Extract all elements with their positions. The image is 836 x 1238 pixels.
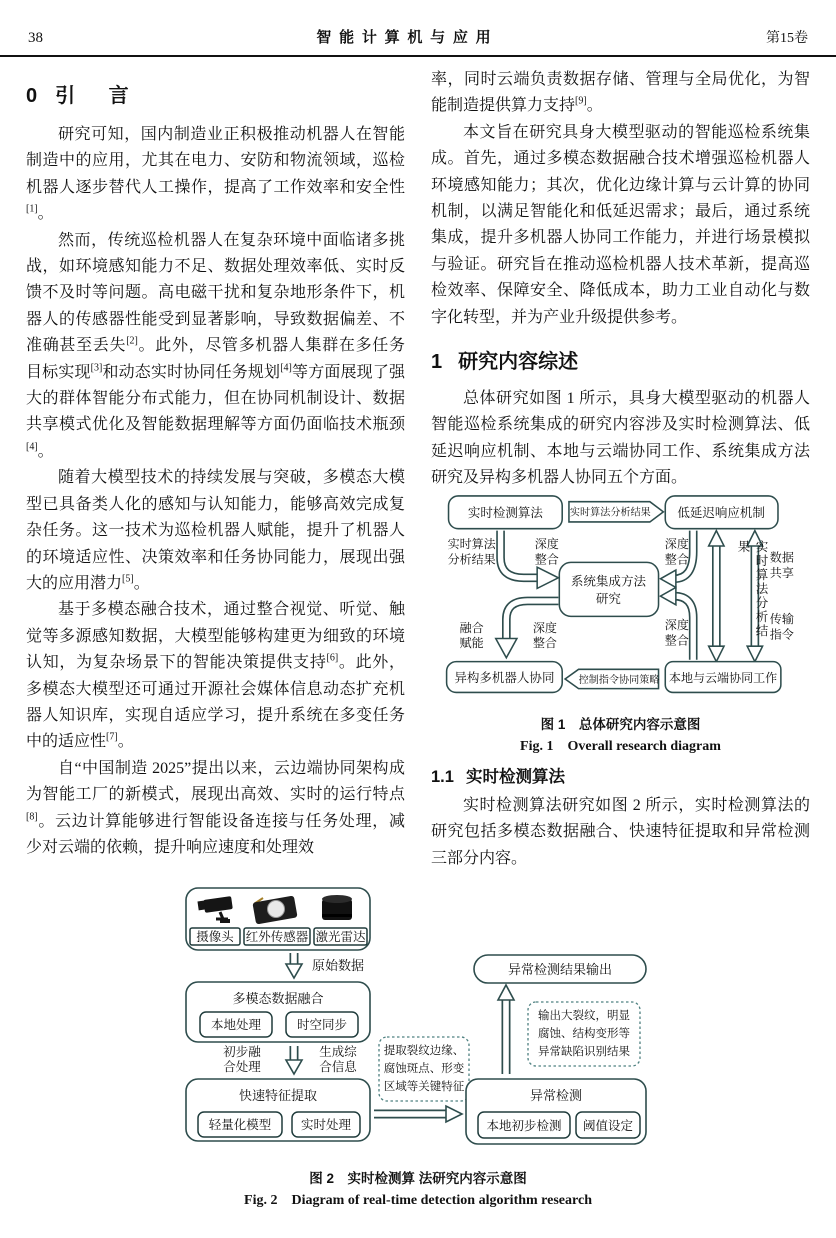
chip-infrared-label: 红外传感器 <box>245 929 309 944</box>
section-0-title: 引 言 <box>55 85 143 107</box>
arrowhead-output-icon <box>498 985 514 1000</box>
paragraph-4: 基于多模态融合技术，通过整合视觉、听觉、触觉等多源感知数据，大模型能够构建更为细致的环境认知，为复杂场景下的智能决策提供支持[6]。此外，多模态大模型还可通过开源社会媒体信息动态扩充机器人知识库，实现自适应学习，提升系统在多变任务中的适应性[7]。 <box>26 601 405 751</box>
section-1-1-heading <box>431 763 810 787</box>
lbl-data-1: 数据 <box>769 550 794 565</box>
arrowhead-fusion-icon <box>286 1060 302 1074</box>
note-extract-1: 提取裂纹边缘、 <box>383 1044 465 1057</box>
arrowhead-left2-icon <box>660 587 675 604</box>
figure-1 <box>431 494 810 709</box>
page-number: 38 <box>28 30 43 46</box>
box-low-latency-label: 低延迟响应机制 <box>677 505 765 520</box>
box-fusion-label: 多模态数据融合 <box>232 990 324 1006</box>
box-center-line1: 系统集成方法 <box>570 574 646 589</box>
two-column-body <box>0 57 836 872</box>
volume-label: 第15卷 <box>765 31 808 46</box>
lbl-deep1-2: 整合 <box>534 552 559 567</box>
paragraph-6: 本文旨在研究具身大模型驱动的智能巡检系统集成。首先，通过多模态数据融合技术增强巡检机器人环境感知能力；其次，优化边缘计算与云计算的协同机制，以满足智能化和低延迟需求；最后，通过系统集成，提升多机器人协同工作能力，并进行场景模拟与验证。研究旨在推动巡检机器人技术革新，提高巡检效率、保障安全、降低成本，助力工业自动化与数字化转型，并为产业升级提供参考。 <box>431 123 810 326</box>
box-local-cloud-label: 本地与云端协同工作 <box>668 670 778 685</box>
lbl-deep4-1: 深度 <box>664 617 689 632</box>
lbl-gen-2: 合信息 <box>319 1059 357 1074</box>
chip-threshold-label: 阈值设定 <box>582 1118 634 1133</box>
figure-1-caption-zh: 图 1 总体研究内容示意图 <box>540 716 701 732</box>
figure-2-caption-en: Fig. 2 Diagram of real-time detection algorithm research <box>244 1192 592 1208</box>
lbl-deep1-1: 深度 <box>534 536 559 551</box>
chip-light-label: 轻量化模型 <box>208 1117 272 1132</box>
lbl-deep3-2: 整合 <box>664 552 689 567</box>
page-header <box>0 0 836 57</box>
chip-localdet-label: 本地初步检测 <box>486 1118 562 1133</box>
paragraph-7: 总体研究如图 1 所示，具身大模型驱动的机器人智能巡检系统集成的研究内容涉及实时检测算法、低延迟响应机制、本地与云端协同工作、系统集成方法研究及异构多机器人协同五个方面。 <box>431 390 810 487</box>
lidar-icon <box>322 895 352 920</box>
section-1-title: 研究内容综述 <box>458 351 579 374</box>
raw-data-label: 原始数据 <box>312 957 365 973</box>
section-0-number: 0 <box>26 85 38 107</box>
box-detect-label: 异常检测 <box>529 1087 583 1103</box>
chip-local-label: 本地处理 <box>210 1017 262 1032</box>
paragraph-3: 随着大模型技术的持续发展与突破，多模态大模型已具备类人化的感知与认知能力，能够高效完成复杂任务。这一技术为巡检机器人赋能，提升了机器人的环境适应性、决策效率和任务协同能力，展现出强大的应用潜力[5]。 <box>26 469 405 592</box>
lbl-data-2: 共享 <box>769 565 794 580</box>
box-heterogeneous-label: 异构多机器人协同 <box>454 670 555 685</box>
figure-1-caption-en: Fig. 1 Overall research diagram <box>520 738 721 754</box>
journal-title: 智 能 计 算 机 与 应 用 <box>316 30 493 46</box>
lbl-fusion-1: 融合 <box>459 620 484 635</box>
lbl-deep2-2: 整合 <box>532 635 557 650</box>
chip-camera-label: 摄像头 <box>196 929 234 944</box>
lbl-deep3-1: 深度 <box>664 536 689 551</box>
lbl-deep2-1: 深度 <box>532 620 557 635</box>
note-output-3: 异常缺陷识别结果 <box>538 1045 630 1058</box>
box-feature-label: 快速特征提取 <box>238 1087 318 1103</box>
paragraph-5a: 自“中国制造 2025”提出以来，云边端协同架构成为智能工厂的新模式，展现出高效、实时的运行特点[8]。云边计算能够进行智能设备连接与任务处理，减少对云端的依赖，提升响应速度和处理效 <box>26 759 405 856</box>
arrowhead-left-icon <box>660 570 675 587</box>
control-label-text: 控制指令协同策略 <box>578 674 660 686</box>
arrowhead-raw-icon <box>286 964 302 978</box>
arrowhead-down-icon <box>496 638 517 657</box>
lbl-prefuse-2: 合处理 <box>223 1059 261 1074</box>
box-output-label: 异常检测结果输出 <box>507 961 613 977</box>
paragraph-1: 研究可知，国内制造业正积极推动机器人在智能制造中的应用，尤其在电力、安防和物流领域，巡检机器人逐步替代人工操作，提高了工作效率和安全性[1]。 <box>26 126 405 223</box>
lbl-prefuse-1: 初步融 <box>223 1044 261 1059</box>
note-output-1: 输出大裂纹，明显 <box>538 1009 630 1022</box>
section-1-number: 1 <box>431 351 443 374</box>
lbl-deep4-2: 整合 <box>664 632 689 647</box>
chip-lidar-label: 激光雷达 <box>315 929 366 944</box>
paragraph-5b: 率，同时云端负责数据存储、管理与全局优化，为智能制造提供算力支持[9]。 <box>431 71 810 115</box>
section-1-heading <box>431 345 810 374</box>
note-extract-3: 区域等关键特征 <box>383 1080 465 1093</box>
box-realtime-label: 实时检测算法 <box>467 505 543 520</box>
arrowhead-down2-icon <box>709 646 724 661</box>
lbl-rt-2: 分析结果 <box>447 552 496 567</box>
arrowhead-up-icon <box>709 530 724 545</box>
figure-2 <box>176 886 656 1163</box>
chip-rt-label: 实时处理 <box>300 1117 352 1132</box>
lbl-trans-2: 指令 <box>769 627 794 642</box>
section-1-1-title: 实时检测算法 <box>465 767 565 786</box>
figure-2-diagram <box>176 886 656 1158</box>
paragraph-8: 实时检测算法研究如图 2 所示，实时检测算法的研究包括多模态数据融合、快速特征提取和异常检测三部分内容。 <box>431 796 810 867</box>
section-0-heading <box>26 79 405 108</box>
chip-sync-label: 时空同步 <box>296 1017 348 1032</box>
vertical-label-analysis-results: 实时算法分析结果 <box>736 539 768 638</box>
lbl-gen-1: 生成综 <box>319 1044 357 1059</box>
paragraph-2: 然而，传统巡检机器人在复杂环境中面临诸多挑战，如环境感知能力不足、数据处理效率低、实时反馈不及时等问题。高电磁干扰和复杂地形条件下，机器人的传感器性能受到显著影响，导致数据偏差、不准确甚至丢失[2]。此外，尽管多机器人集群在多任务目标实现[3]和动态实时协同任务规划[4]等方面展现了强大的群体智能分布式能力，但在协同机制设计、数据共享模式优化及智能数据理解等方面仍面临技术瓶颈[4]。 <box>26 231 405 460</box>
note-extract-2: 腐蚀斑点、形变 <box>383 1062 465 1075</box>
arrowhead-detect-icon <box>446 1106 462 1122</box>
lbl-fusion-2: 赋能 <box>459 635 484 650</box>
section-1-1-number: 1.1 <box>431 767 454 786</box>
box-system-integration <box>559 562 658 616</box>
lbl-rt-1: 实时算法 <box>447 536 496 551</box>
note-output-2: 腐蚀、结构变形等 <box>538 1027 630 1040</box>
arrow-label-text: 实时算法分析结果 <box>569 507 651 519</box>
figure-2-caption-zh: 图 2 实时检测算 法研究内容示意图 <box>309 1170 527 1186</box>
left-column <box>26 67 405 872</box>
box-center-line2: 研究 <box>595 591 621 606</box>
lbl-trans-1: 传输 <box>769 611 794 626</box>
right-column <box>431 67 810 872</box>
arrowhead-right-icon <box>537 567 558 588</box>
